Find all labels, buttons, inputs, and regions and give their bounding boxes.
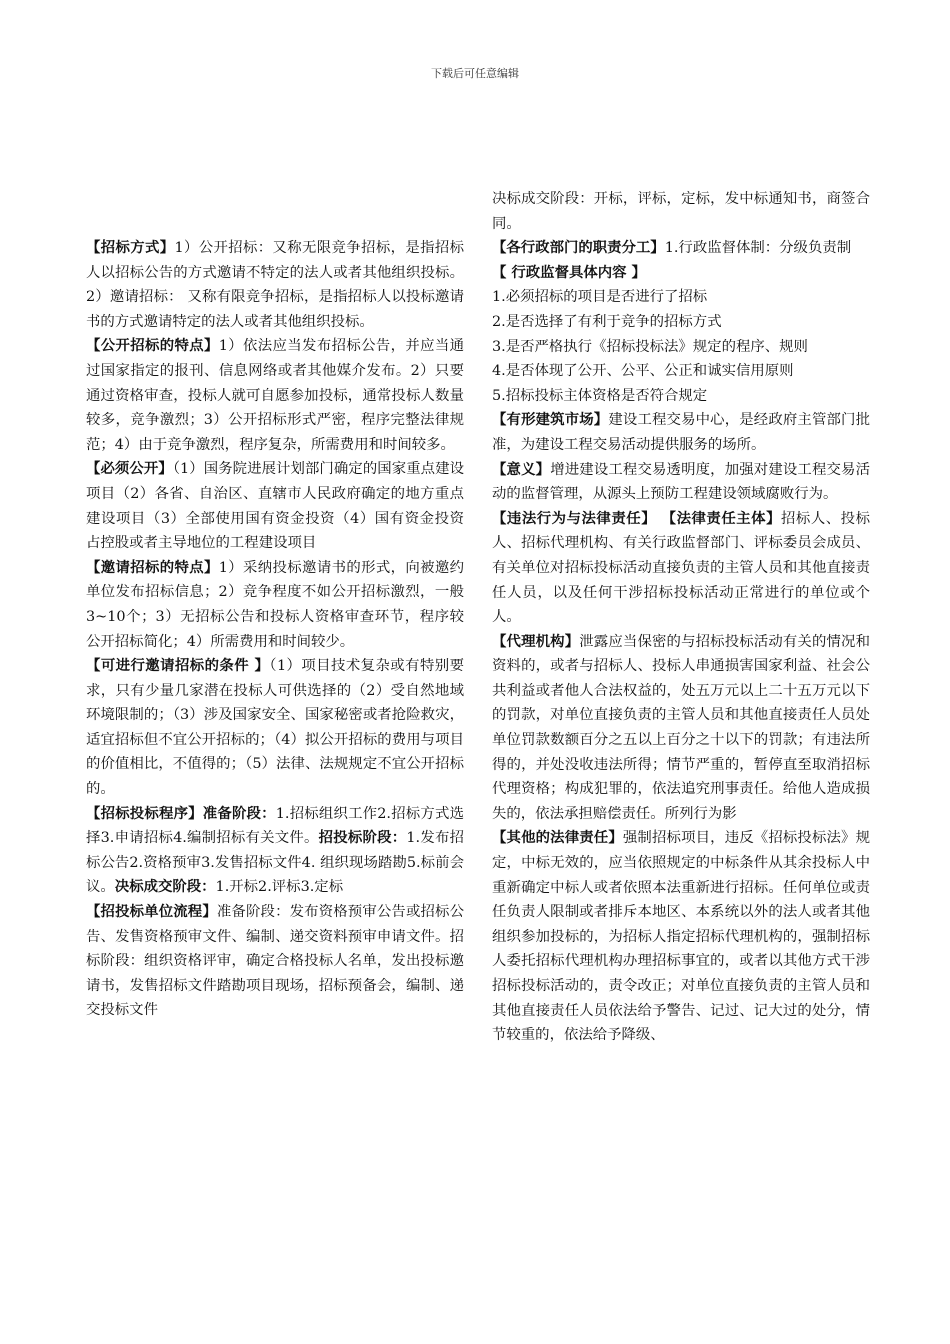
paragraph-tangible-market xyxy=(492,408,870,457)
heading: 【邀请招标的特点】 xyxy=(86,559,219,576)
heading: 【意义】 xyxy=(492,461,551,478)
paragraph-bidder-process xyxy=(86,900,464,1023)
body-text: 1.发布招标公告2.资格预审3.发售招标文件4. 组织现场踏勘5.标前会议。 xyxy=(86,830,464,896)
body-text: 增进建设工程交易透明度，加强对建设工程交易活动的监督管理，从源头上预防工程建设领域腐败行为。 xyxy=(492,461,870,503)
body-text: 决标成交阶段：开标，评标，定标，发中标通知书，商签合同。 xyxy=(492,191,870,232)
left-column xyxy=(86,236,464,1023)
list-item: 5.招标投标主体资格是否符合规定 xyxy=(492,387,708,404)
list-item: 1.必须招标的项目是否进行了招标 xyxy=(492,289,708,306)
paragraph-invited-bidding-features xyxy=(86,556,464,654)
paragraph-other-liability xyxy=(492,826,870,1047)
body-text: （1）国务院进展计划部门确定的国家重点建设项目（2）各省、自治区、直辖市人民政府确定的地方重点建设项目（3）全部使用国有资金投资（4）国有资金投资占控股或者主导地位的工程建设项目 xyxy=(86,461,464,552)
paragraph-department-duties xyxy=(492,236,870,261)
heading: 【违法行为与法律责任】 【法律责任主体】 xyxy=(492,510,781,527)
body-text: 1）采纳投标邀请书的形式，向被邀约单位发布招标信息；2）竞争程度不如公开招标激烈，一般3~10个；3）无招标公告和投标人资格审查环节，程序较公开招标简化；4）所需费用和时间较少。 xyxy=(86,559,464,650)
heading: 【其他的法律责任】 xyxy=(492,830,623,847)
body-text: 1.开标2.评标3.定标 xyxy=(215,879,344,896)
heading: 【公开招标的特点】 xyxy=(86,338,219,355)
list-item: 4.是否体现了公开、公平、公正和诚实信用原则 xyxy=(492,363,794,380)
heading: 【代理机构】 xyxy=(492,633,580,650)
heading: 【 行政监督具体内容 】 xyxy=(492,264,646,281)
heading: 【必须公开】 xyxy=(86,461,173,478)
heading: 【有形建筑市场】 xyxy=(492,412,609,429)
paragraph-supervision-content xyxy=(492,261,870,286)
paragraph-award-stage xyxy=(492,187,870,236)
body-text: 泄露应当保密的与招标投标活动有关的情况和资料的，或者与招标人、投标人串通损害国家利益、社会公共利益或者他人合法权益的，处五万元以上二十五万元以下的罚款，对单位直接负责的主管人员和其他直接责任人员处单位罚款数额百分之五以上百分之十以下的罚款；有违法所得的，并处没收违法所得；情节严重的，暂停直至取消招标代理资格；构成犯罪的，依法追究刑事责任。给他人造成损失的，依法承担赔偿责任。所列行为影 xyxy=(492,633,870,822)
body-text: 准备阶段：发布资格预审公告或招标公告、发售资格预审文件、编制、递交资料预审申请文件。招标阶段：组织资格评审，确定合格投标人名单，发出投标邀请书，发售招标文件踏勘项目现场，招标预备会，编制、递交投标文件 xyxy=(86,904,464,1019)
heading: 【可进行邀请招标的条件 】 xyxy=(86,658,270,675)
paragraph-invited-bidding-conditions xyxy=(86,654,464,802)
paragraph-legal-liability-subjects xyxy=(492,507,870,630)
body-text: 1）依法应当发布招标公告，并应当通过国家指定的报刊、信息网络或者其他媒介发布。2）只要通过资格审查，投标人就可自愿参加投标，通常投标人数量较多，竞争激烈；3）公开招标形式严密，程序完整法律规范；4）由于竞争激烈，程序复杂，所需费用和时间较多。 xyxy=(86,338,464,453)
paragraph-agency xyxy=(492,630,870,827)
heading: 【招标投标程序】准备阶段： xyxy=(86,805,276,822)
paragraph-public-bidding-features xyxy=(86,334,464,457)
paragraph-significance xyxy=(492,458,870,507)
body-text: 招标人、投标人、招标代理机构、有关行政监督部门、评标委员会成员、有关单位对招标投标活动直接负责的主管人员和其他直接责任人员，以及任何干涉招标投标活动正常进行的单位或个人。 xyxy=(492,510,870,626)
paragraph-bidding-methods xyxy=(86,236,464,334)
list-item: 2.是否选择了有利于竞争的招标方式 xyxy=(492,313,722,330)
body-text: （1）项目技术复杂或有特别要求，只有少量几家潜在投标人可供选择的（2）受自然地域环境限制的；（3）涉及国家安全、国家秘密或者抢险救灾，适宜招标但不宜公开招标的；（4）拟公开招标的费用与项目的价值相比，不值得的；（5）法律、法规规定不宜公开招标的。 xyxy=(86,658,464,798)
heading: 【招标方式】 xyxy=(86,240,175,256)
body-text: 1）公开招标：又称无限竞争招标，是指招标人以招标公告的方式邀请不特定的法人或者其他组织投标。2）邀请招标： 又称有限竞争招标，是指招标人以投标邀请书的方式邀请特定的法人或者其他组织投标。 xyxy=(86,240,464,330)
body-text: 强制招标项目，违反《招标投标法》规定，中标无效的，应当依照规定的中标条件从其余投标人中重新确定中标人或者依照本法重新进行招标。任何单位或责任负责人限制或者排斥本地区、本系统以外的法人或者其他组织参加投标的，为招标人指定招标代理机构的，强制招标人委托招标代理机构办理招标事宜的，或者以其他方式干涉招标投标活动的，责令改正；对单位直接负责的主管人员和其他直接责任人员依法给予警告、记过、记大过的处分，情节较重的，依法给予降级、 xyxy=(492,830,870,1044)
body-text: 1.招标组织工作2.招标方式选择3.申请招标4.编制招标有关文件。 xyxy=(86,805,464,847)
heading: 【招投标单位流程】 xyxy=(86,904,217,921)
page-header: 下载后可任意编辑 xyxy=(431,67,519,80)
right-column xyxy=(492,187,870,1048)
list-item: 3.是否严格执行《招标投标法》规定的程序、规则 xyxy=(492,338,808,355)
paragraph-must-be-public xyxy=(86,457,464,555)
subheading: 招投标阶段： xyxy=(318,830,407,847)
paragraph-bidding-procedure xyxy=(86,802,464,900)
heading: 【各行政部门的职责分工】 xyxy=(492,240,665,257)
subheading: 决标成交阶段： xyxy=(114,879,216,896)
body-text: 1.行政监督体制：分级负责制 xyxy=(664,240,852,257)
body-text: 建设工程交易中心，是经政府主管部门批准，为建设工程交易活动提供服务的场所。 xyxy=(492,412,870,453)
